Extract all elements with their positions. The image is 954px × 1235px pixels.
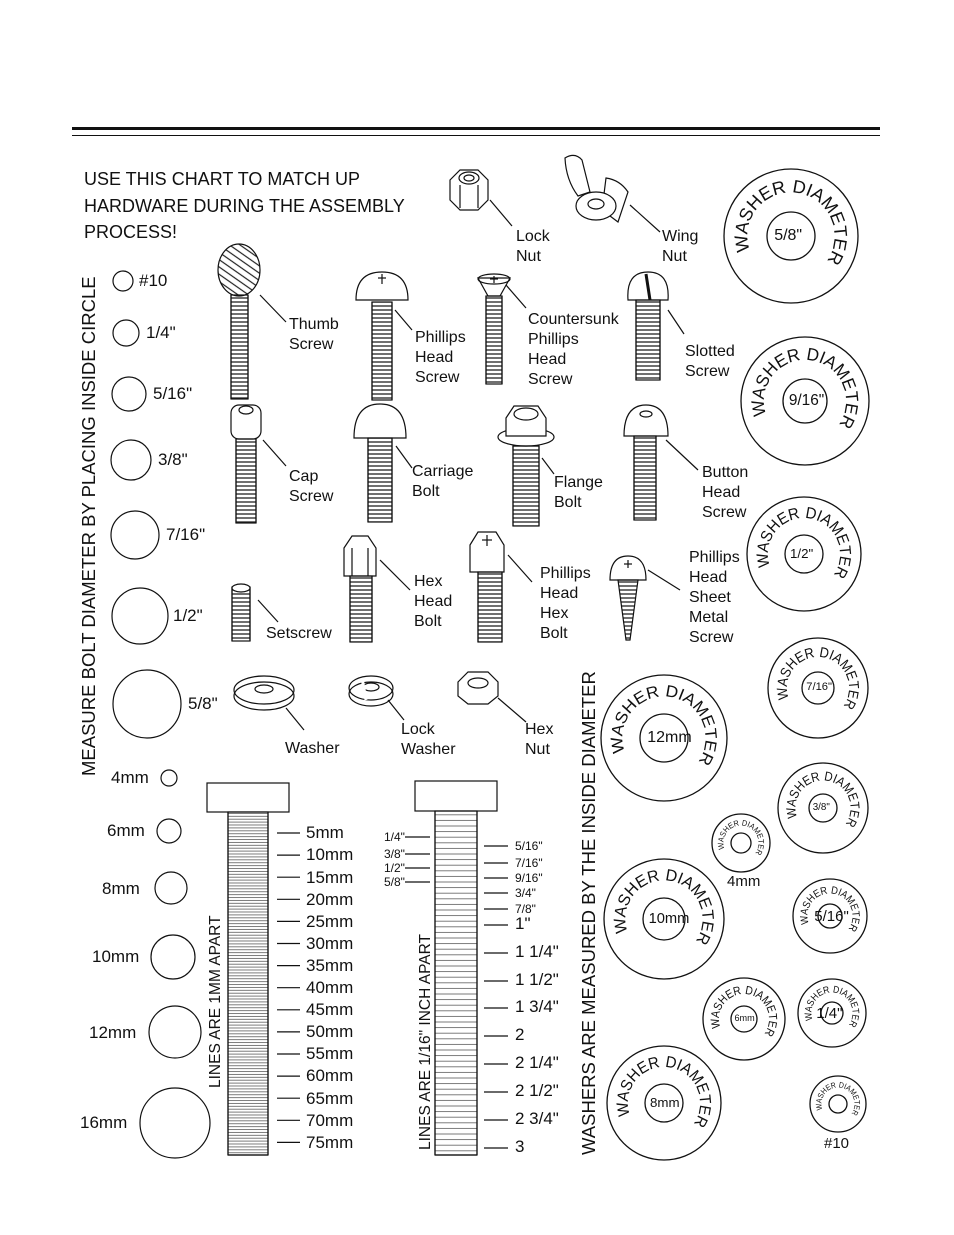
inch-ruler-right-label: 1 1/2": [515, 970, 559, 989]
washer-size-label: 3/8": [812, 802, 830, 814]
lock-washer-icon: [349, 676, 404, 720]
washer-diameter-text: WASHER DIAMETER: [803, 984, 861, 1030]
label-line: Thumb: [289, 316, 339, 333]
bolt-size-mm-label: 4mm: [111, 768, 149, 787]
inch-ruler-right-label: 1": [515, 914, 531, 933]
bolt-size-label: 7/16": [166, 525, 206, 544]
bolt-size-label: 5/8": [188, 694, 218, 713]
intro-line: PROCESS!: [84, 222, 178, 242]
washer-size-label: 7/16": [806, 681, 832, 694]
label-line: Bolt: [540, 625, 568, 642]
label-line: Carriage: [412, 463, 474, 480]
label-line: Sheet: [689, 589, 731, 606]
washer-diameter-text: WASHER DIAMETER: [716, 818, 766, 858]
washer-diameter-gauge: [810, 1076, 866, 1132]
bolt-size-mm-label: 12mm: [89, 1023, 137, 1042]
inch-ruler-right-label: 3/4": [515, 886, 536, 900]
washer-size-label: 5/16": [814, 907, 849, 925]
label-line: Lock: [401, 721, 435, 738]
mm-ruler-label: 70mm: [306, 1111, 354, 1130]
label-line: Screw: [415, 369, 460, 386]
countersunk-screw-icon: [478, 274, 526, 384]
washer-diameter-text: WASHER DIAMETER: [747, 343, 863, 433]
label-line: Hex: [414, 573, 443, 590]
washer-diameter-text: WASHER DIAMETER: [754, 504, 854, 582]
washer-size-label: 6mm: [734, 1013, 755, 1024]
inch-ruler-right-label: 9/16": [515, 871, 543, 885]
label-line: Screw: [685, 363, 730, 380]
inch-ruler-right-label: 2 1/4": [515, 1053, 559, 1072]
washer-label: Washer: [285, 740, 340, 757]
label-line: Phillips: [528, 331, 579, 348]
label-line: Screw: [289, 336, 334, 353]
washer-size-label: 10mm: [648, 910, 690, 927]
inch-ruler-right-label: 1 1/4": [515, 942, 559, 961]
label-line: Hex: [540, 605, 569, 622]
phillips-hex-bolt-label: [540, 564, 591, 644]
mm-ruler-caption: LINES ARE 1MM APART: [207, 915, 224, 1088]
bolt-size-circles-mm: [140, 770, 210, 1158]
washer-size-label: 4mm: [727, 873, 761, 890]
lock-nut-icon: [450, 170, 512, 226]
label-line: Washer: [401, 741, 456, 758]
bolt-size-mm-label: 8mm: [102, 879, 140, 898]
hex-head-bolt-label: [414, 572, 452, 632]
washer-diameter-text: WASHER DIAMETER: [774, 644, 862, 713]
bolt-size-label: #10: [139, 271, 168, 290]
washer-diameter-text: WASHER DIAMETER: [608, 682, 720, 768]
intro-line: HARDWARE DURING THE ASSEMBLY: [84, 195, 405, 216]
mm-ruler-label: 40mm: [306, 978, 354, 997]
label-line: Screw: [689, 629, 734, 646]
bolt-size-label: 1/4": [146, 323, 176, 342]
label-line: Flange: [554, 474, 603, 491]
label-line: Screw: [289, 488, 334, 505]
washer-size-label: 9/16": [788, 392, 825, 410]
label-line: Phillips: [415, 329, 466, 346]
label-line: Countersunk: [528, 311, 619, 328]
washer-size-label: 8mm: [650, 1095, 680, 1111]
inch-ruler-right-label: 2 1/2": [515, 1081, 559, 1100]
flange-bolt-label: [554, 473, 603, 513]
inch-ruler-right-label: 2 3/4": [515, 1109, 559, 1128]
washer-diameter-text: WASHER DIAMETER: [814, 1080, 862, 1118]
label-line: Screw: [528, 371, 573, 388]
bolt-diameter-instruction: MEASURE BOLT DIAMETER BY PLACING INSIDE CIRCLE: [78, 276, 99, 776]
mm-ruler-label: 55mm: [306, 1044, 354, 1063]
mm-ruler-label: 65mm: [306, 1089, 354, 1108]
label-line: Lock: [516, 228, 550, 245]
inch-ruler-graphic: [405, 781, 508, 1155]
label-line: Metal: [689, 609, 729, 626]
label-line: Phillips: [540, 565, 591, 582]
inch-ruler-left-label: 1/2": [384, 861, 405, 875]
inch-ruler-left-label: 1/4": [384, 830, 405, 844]
mm-ruler-label: 75mm: [306, 1133, 354, 1152]
button-head-label: [702, 463, 748, 523]
bolt-size-label: 1/2": [173, 606, 203, 625]
label-line: Button: [702, 464, 749, 481]
label-line: Bolt: [412, 483, 440, 500]
mm-ruler-graphic: [207, 783, 300, 1155]
inch-ruler-right-label: 7/8": [515, 902, 536, 916]
inch-ruler-right-label: 3: [515, 1137, 525, 1156]
label-line: Nut: [525, 741, 550, 758]
mm-ruler-label: 5mm: [306, 823, 344, 842]
washer-size-label: 12mm: [647, 729, 692, 746]
hex-nut-label: [525, 720, 553, 760]
washer-inner-circle: [829, 1095, 847, 1113]
label-line: Wing: [662, 228, 699, 245]
bolt-size-label: 3/8": [158, 450, 188, 469]
inch-ruler-caption: LINES ARE 1/16" INCH APART: [417, 934, 434, 1150]
washer-instruction: WASHERS ARE MEASURED BY THE INSIDE DIAMETER: [578, 671, 599, 1155]
mm-ruler-label: 10mm: [306, 845, 354, 864]
washer-diameter-gauge: [712, 814, 770, 872]
sheet-metal-screw-label: [689, 548, 740, 648]
wing-nut-label: [662, 227, 698, 267]
label-line: Phillips: [689, 549, 740, 566]
phillips-hex-bolt-icon: [470, 532, 532, 642]
inch-ruler-right-label: 5/16": [515, 839, 543, 853]
cap-screw-icon: [231, 405, 286, 523]
sheet-metal-screw-icon: [610, 556, 680, 640]
wing-nut-icon: [565, 155, 660, 232]
mm-ruler-label: 20mm: [306, 890, 354, 909]
label-line: Head: [689, 569, 728, 586]
label-line: Bolt: [554, 494, 582, 511]
label-line: Head: [528, 351, 567, 368]
washer-diameter-text: WASHER DIAMETER: [707, 982, 781, 1040]
inch-ruler-right-label: 7/16": [515, 856, 543, 870]
label-line: Nut: [516, 248, 541, 265]
mm-ruler-label: 35mm: [306, 956, 354, 975]
washer-diameter-text: WASHER DIAMETER: [798, 884, 862, 935]
mm-ruler-label: 25mm: [306, 912, 354, 931]
inch-ruler-left-label: 5/8": [384, 875, 405, 889]
label-line: Hex: [525, 721, 554, 738]
countersunk-label: [528, 310, 619, 390]
flange-bolt-icon: [498, 406, 554, 526]
mm-ruler-label: 50mm: [306, 1022, 354, 1041]
washer-size-label: 1/4": [816, 1004, 843, 1022]
label-line: Screw: [702, 504, 747, 521]
mm-ruler-label: 60mm: [306, 1066, 354, 1085]
setscrew-label: Setscrew: [266, 625, 332, 642]
washer-diameter-text: WASHER DIAMETER: [610, 866, 717, 948]
bolt-size-mm-label: 10mm: [92, 947, 140, 966]
label-line: Nut: [662, 248, 687, 265]
mm-ruler-label: 30mm: [306, 934, 354, 953]
label-line: Cap: [289, 468, 319, 485]
washer-diameter-text: WASHER DIAMETER: [730, 176, 851, 269]
slotted-screw-icon: [628, 272, 684, 380]
washer-size-label: 1/2": [790, 546, 814, 562]
carriage-bolt-label: [412, 462, 473, 502]
mm-ruler-label: 15mm: [306, 868, 354, 887]
button-head-screw-icon: [624, 405, 698, 520]
washer-size-label: 5/8": [774, 227, 803, 244]
washer-diameter-text: WASHER DIAMETER: [782, 768, 863, 831]
bolt-size-mm-label: 6mm: [107, 821, 145, 840]
hex-head-bolt-icon: [344, 536, 410, 642]
bolt-size-label: 5/16": [153, 384, 193, 403]
inch-ruler-right-label: 2: [515, 1025, 525, 1044]
phillips-head-screw-icon: [356, 272, 412, 400]
lock-nut-label: [516, 227, 550, 267]
intro-line: USE THIS CHART TO MATCH UP: [84, 169, 361, 189]
thumb-screw-label: [289, 315, 339, 355]
washer-diameter-text: WASHER DIAMETER: [614, 1053, 714, 1131]
thumb-screw-icon: [218, 244, 286, 399]
carriage-bolt-icon: [354, 404, 412, 522]
inch-ruler-right-label: 1 3/4": [515, 997, 559, 1016]
cap-screw-label: [289, 467, 333, 507]
hex-nut-icon: [458, 672, 526, 722]
washer-size-label: #10: [824, 1135, 850, 1152]
bolt-size-mm-label: 16mm: [80, 1113, 128, 1132]
label-line: Bolt: [414, 613, 442, 630]
phillips-head-screw-label: [415, 328, 466, 388]
label-line: Head: [415, 349, 454, 366]
label-line: Slotted: [685, 343, 735, 360]
label-line: Head: [540, 585, 579, 602]
lock-washer-label: [401, 720, 456, 760]
washer-icon: [234, 676, 304, 730]
inch-ruler-left-label: 3/8": [384, 847, 405, 861]
label-line: Head: [414, 593, 453, 610]
mm-ruler-label: 45mm: [306, 1000, 354, 1019]
slotted-screw-label: [685, 342, 735, 382]
label-line: Head: [702, 484, 741, 501]
washer-inner-circle: [731, 833, 751, 853]
